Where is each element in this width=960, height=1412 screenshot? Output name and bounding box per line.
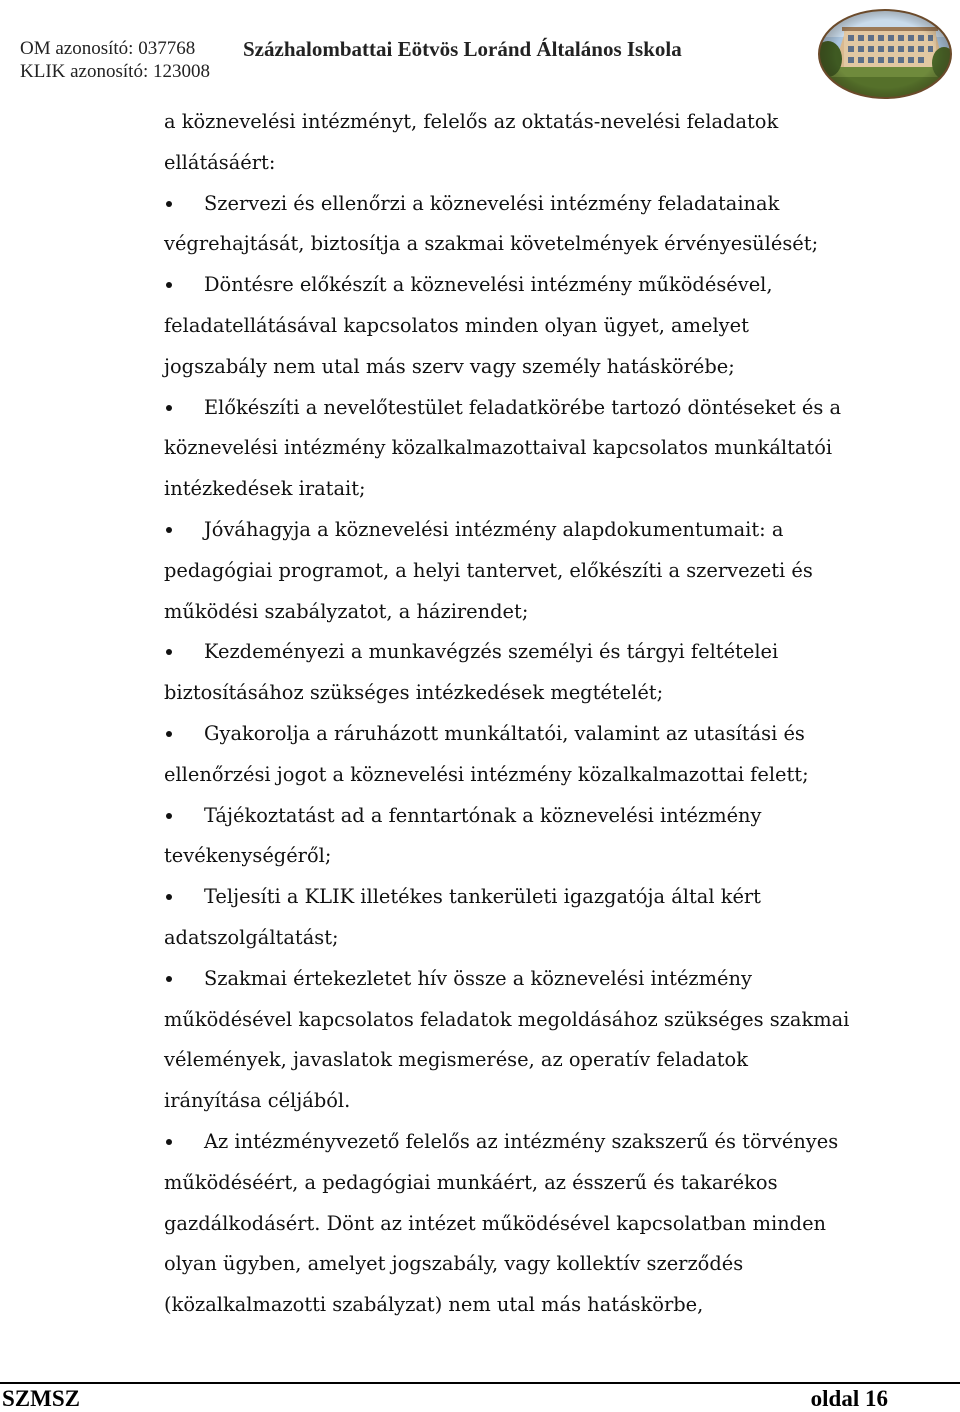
text-line: gazdálkodásért. Dönt az intézet működésével kapcsolatban minden — [164, 1211, 827, 1235]
text-line: működéséért, a pedagógiai munkáért, az ésszerű és takarékos — [164, 1170, 778, 1194]
bullet-list-item-line: Kezdeményezi a munkavégzés személyi és tárgyi feltételei — [164, 632, 894, 673]
bullet-list-item-line: Szervezi és ellenőrzi a köznevelési intézmény feladatainak — [164, 184, 894, 225]
text-line: végrehajtását, biztosítja a szakmai követelmények érvényesülését; — [164, 232, 819, 256]
bullet-list-item-line: Teljesíti a KLIK illetékes tankerületi igazgatója által kért — [164, 877, 894, 918]
text-line: ellenőrzési jogot a köznevelési intézmény közalkalmazottai felett; — [164, 762, 809, 786]
om-id: OM azonosító: 037768 — [20, 38, 196, 59]
header-identifiers — [20, 37, 210, 83]
text-line: olyan ügyben, amelyet jogszabály, vagy kollektív szerződés — [164, 1252, 744, 1276]
text-line: működési szabályzatot, a házirendet; — [164, 599, 529, 623]
text-line: intézkedések iratait; — [164, 477, 366, 501]
footer-page-number: oldal 16 — [810, 1386, 888, 1411]
school-building-photo-icon — [816, 7, 954, 101]
document-body — [164, 102, 894, 1326]
bullet-list-item-line: Előkészíti a nevelőtestület feladatkörébe tartozó döntéseket és a — [164, 388, 894, 429]
text-line: köznevelési intézmény közalkalmazottaival kapcsolatos munkáltatói — [164, 436, 833, 460]
bullet-list-item-line: Gyakorolja a ráruházott munkáltatói, valamint az utasítási és — [164, 714, 894, 755]
bullet-list-item-line: Döntésre előkészít a köznevelési intézmény működésével, — [164, 265, 894, 306]
text-line: feladatellátásával kapcsolatos minden olyan ügyet, amelyet — [164, 313, 749, 337]
footer-divider — [0, 1382, 960, 1384]
text-line: (közalkalmazotti szabályzat) nem utal más hatáskörbe, — [164, 1293, 704, 1317]
klik-id: KLIK azonosító: 123008 — [20, 61, 210, 82]
text-line: vélemények, javaslatok megismerése, az operatív feladatok — [164, 1048, 748, 1072]
bullet-list-item-line: Szakmai értekezletet hív össze a köznevelési intézmény — [164, 959, 894, 1000]
text-line: biztosításához szükséges intézkedések megtételét; — [164, 681, 664, 705]
text-line: jogszabály nem utal más szerv vagy személy hatáskörébe; — [164, 354, 735, 378]
text-line: a köznevelési intézményt, felelős az oktatás-nevelési feladatok — [164, 110, 779, 133]
bullet-list-item-line: Jóváhagyja a köznevelési intézmény alapdokumentumait: a — [164, 510, 894, 551]
footer-document-code: SZMSZ — [2, 1386, 80, 1411]
text-line: ellátásáért: — [164, 150, 276, 174]
bullet-list-item-line: Tájékoztatást ad a fenntartónak a köznevelési intézmény — [164, 796, 894, 837]
text-line: irányítása céljából. — [164, 1089, 351, 1113]
text-line: működésével kapcsolatos feladatok megoldásához szükséges szakmai — [164, 1007, 850, 1031]
text-line: tevékenységéről; — [164, 844, 332, 868]
text-line: adatszolgáltatást; — [164, 925, 339, 949]
text-line: pedagógiai programot, a helyi tantervet, előkészíti a szervezeti és — [164, 558, 813, 582]
school-name: Százhalombattai Eötvös Loránd Általános Iskola — [243, 37, 682, 61]
bullet-list-item-line: Az intézményvezető felelős az intézmény szakszerű és törvényes — [164, 1122, 894, 1163]
